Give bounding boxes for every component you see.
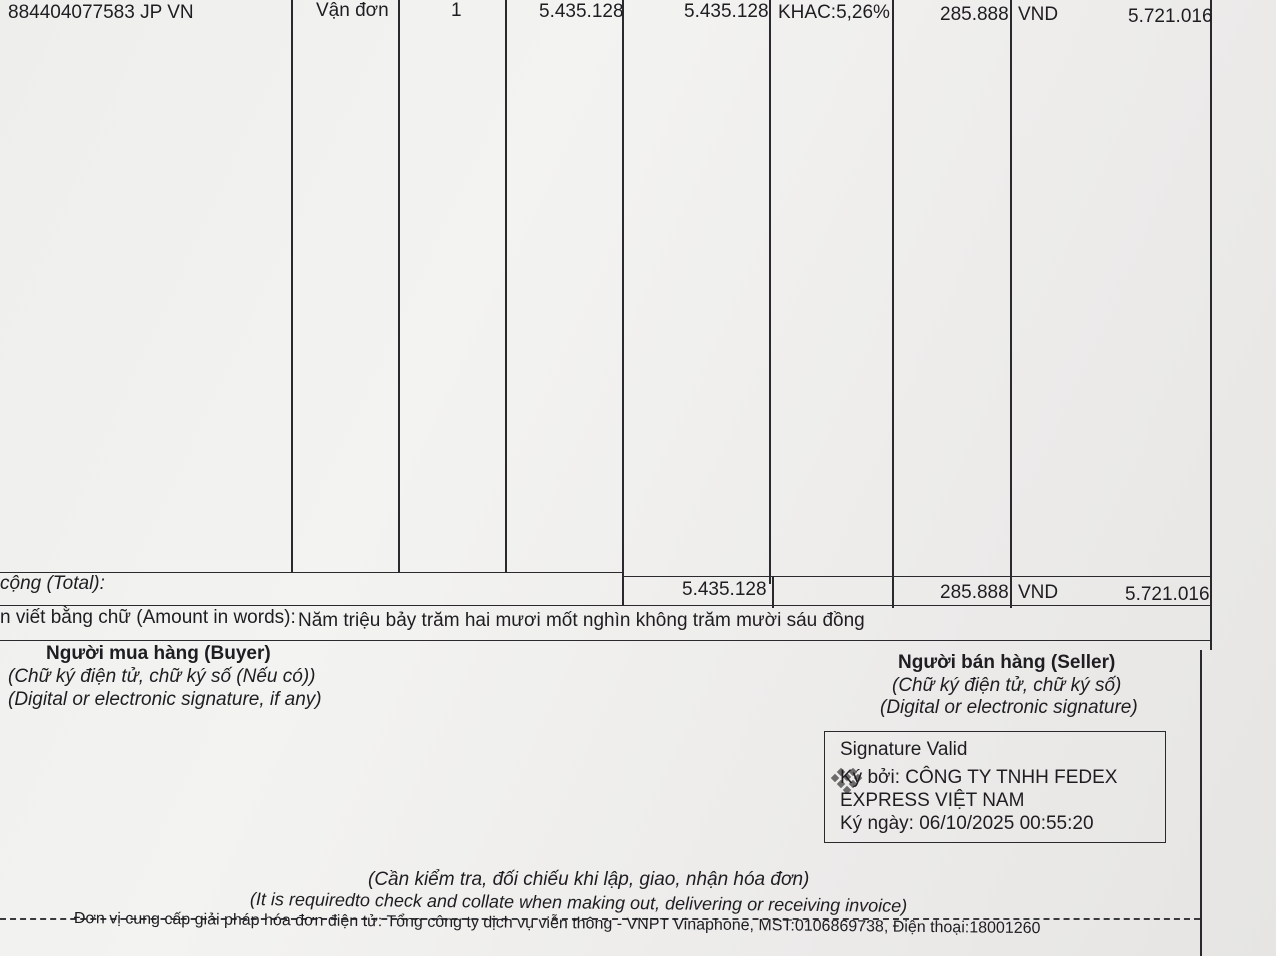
total-label: cộng (Total): <box>0 573 105 594</box>
footer-provider-info: Đơn vị cung cấp giải pháp hóa đơn điện tử: Tổng công ty dịch vụ viễn thông - VNPT Vinaphone, MST:0106869738, Điện thoại:18001260 <box>73 910 1041 938</box>
column-divider <box>291 0 293 572</box>
footer-check-note-vi: (Cần kiểm tra, đối chiếu khi lập, giao, nhận hóa đơn) <box>368 869 810 890</box>
column-divider <box>622 572 624 606</box>
total-amount: 5.435.128 <box>682 579 767 600</box>
seller-signature-note-vi: (Chữ ký điện tử, chữ ký số) <box>892 675 1122 696</box>
column-divider <box>1010 576 1012 608</box>
footer-check-note-en: (It is requiredto check and collate when making out, delivering or receiving invoice) <box>249 889 908 916</box>
column-divider <box>505 0 507 572</box>
page-right-border <box>1200 650 1202 956</box>
column-divider <box>622 0 624 584</box>
column-divider <box>892 576 894 608</box>
item-unit: Vận đơn <box>316 0 389 21</box>
column-divider <box>1010 0 1012 584</box>
item-currency: VND <box>1018 4 1059 25</box>
column-divider <box>892 0 894 584</box>
item-total: 5.721.016 <box>1128 6 1213 27</box>
item-quantity: 1 <box>451 0 462 21</box>
buyer-signature-note-vi: (Chữ ký điện tử, chữ ký số (Nếu có)) <box>8 666 316 687</box>
signature-signed-by-cont: EXPRESS VIỆT NAM <box>840 790 1025 811</box>
item-unit-price: 5.435.128 <box>539 1 624 22</box>
buyer-signature-note-en: (Digital or electronic signature, if any) <box>8 689 322 710</box>
signature-status: Signature Valid <box>840 739 968 760</box>
total-grand: 5.721.016 <box>1125 584 1210 605</box>
signature-signed-by: Ký bởi: CÔNG TY TNHH FEDEX <box>840 767 1118 788</box>
words-row-bottom <box>0 640 1210 641</box>
column-divider <box>769 0 771 584</box>
table-right-border <box>1210 0 1212 650</box>
item-amount: 5.435.128 <box>684 1 769 22</box>
total-tax-amount: 285.888 <box>940 582 1009 603</box>
item-tax-amount: 285.888 <box>940 4 1009 25</box>
total-row-top <box>622 576 1210 577</box>
seller-title: Người bán hàng (Seller) <box>898 652 1116 673</box>
amount-in-words-value: Năm triệu bảy trăm hai mươi mốt nghìn không trăm mười sáu đồng <box>298 610 865 631</box>
column-divider <box>772 576 774 608</box>
item-description: 884404077583 JP VN <box>8 2 194 23</box>
item-tax-rate: KHAC:5,26% <box>778 2 890 23</box>
signature-date: Ký ngày: 06/10/2025 00:55:20 <box>840 813 1094 834</box>
seller-signature-note-en: (Digital or electronic signature) <box>880 697 1138 718</box>
total-currency: VND <box>1018 582 1059 603</box>
buyer-title: Người mua hàng (Buyer) <box>46 643 271 664</box>
column-divider <box>398 0 400 572</box>
amount-in-words-label: n viết bằng chữ (Amount in words): <box>0 607 296 628</box>
